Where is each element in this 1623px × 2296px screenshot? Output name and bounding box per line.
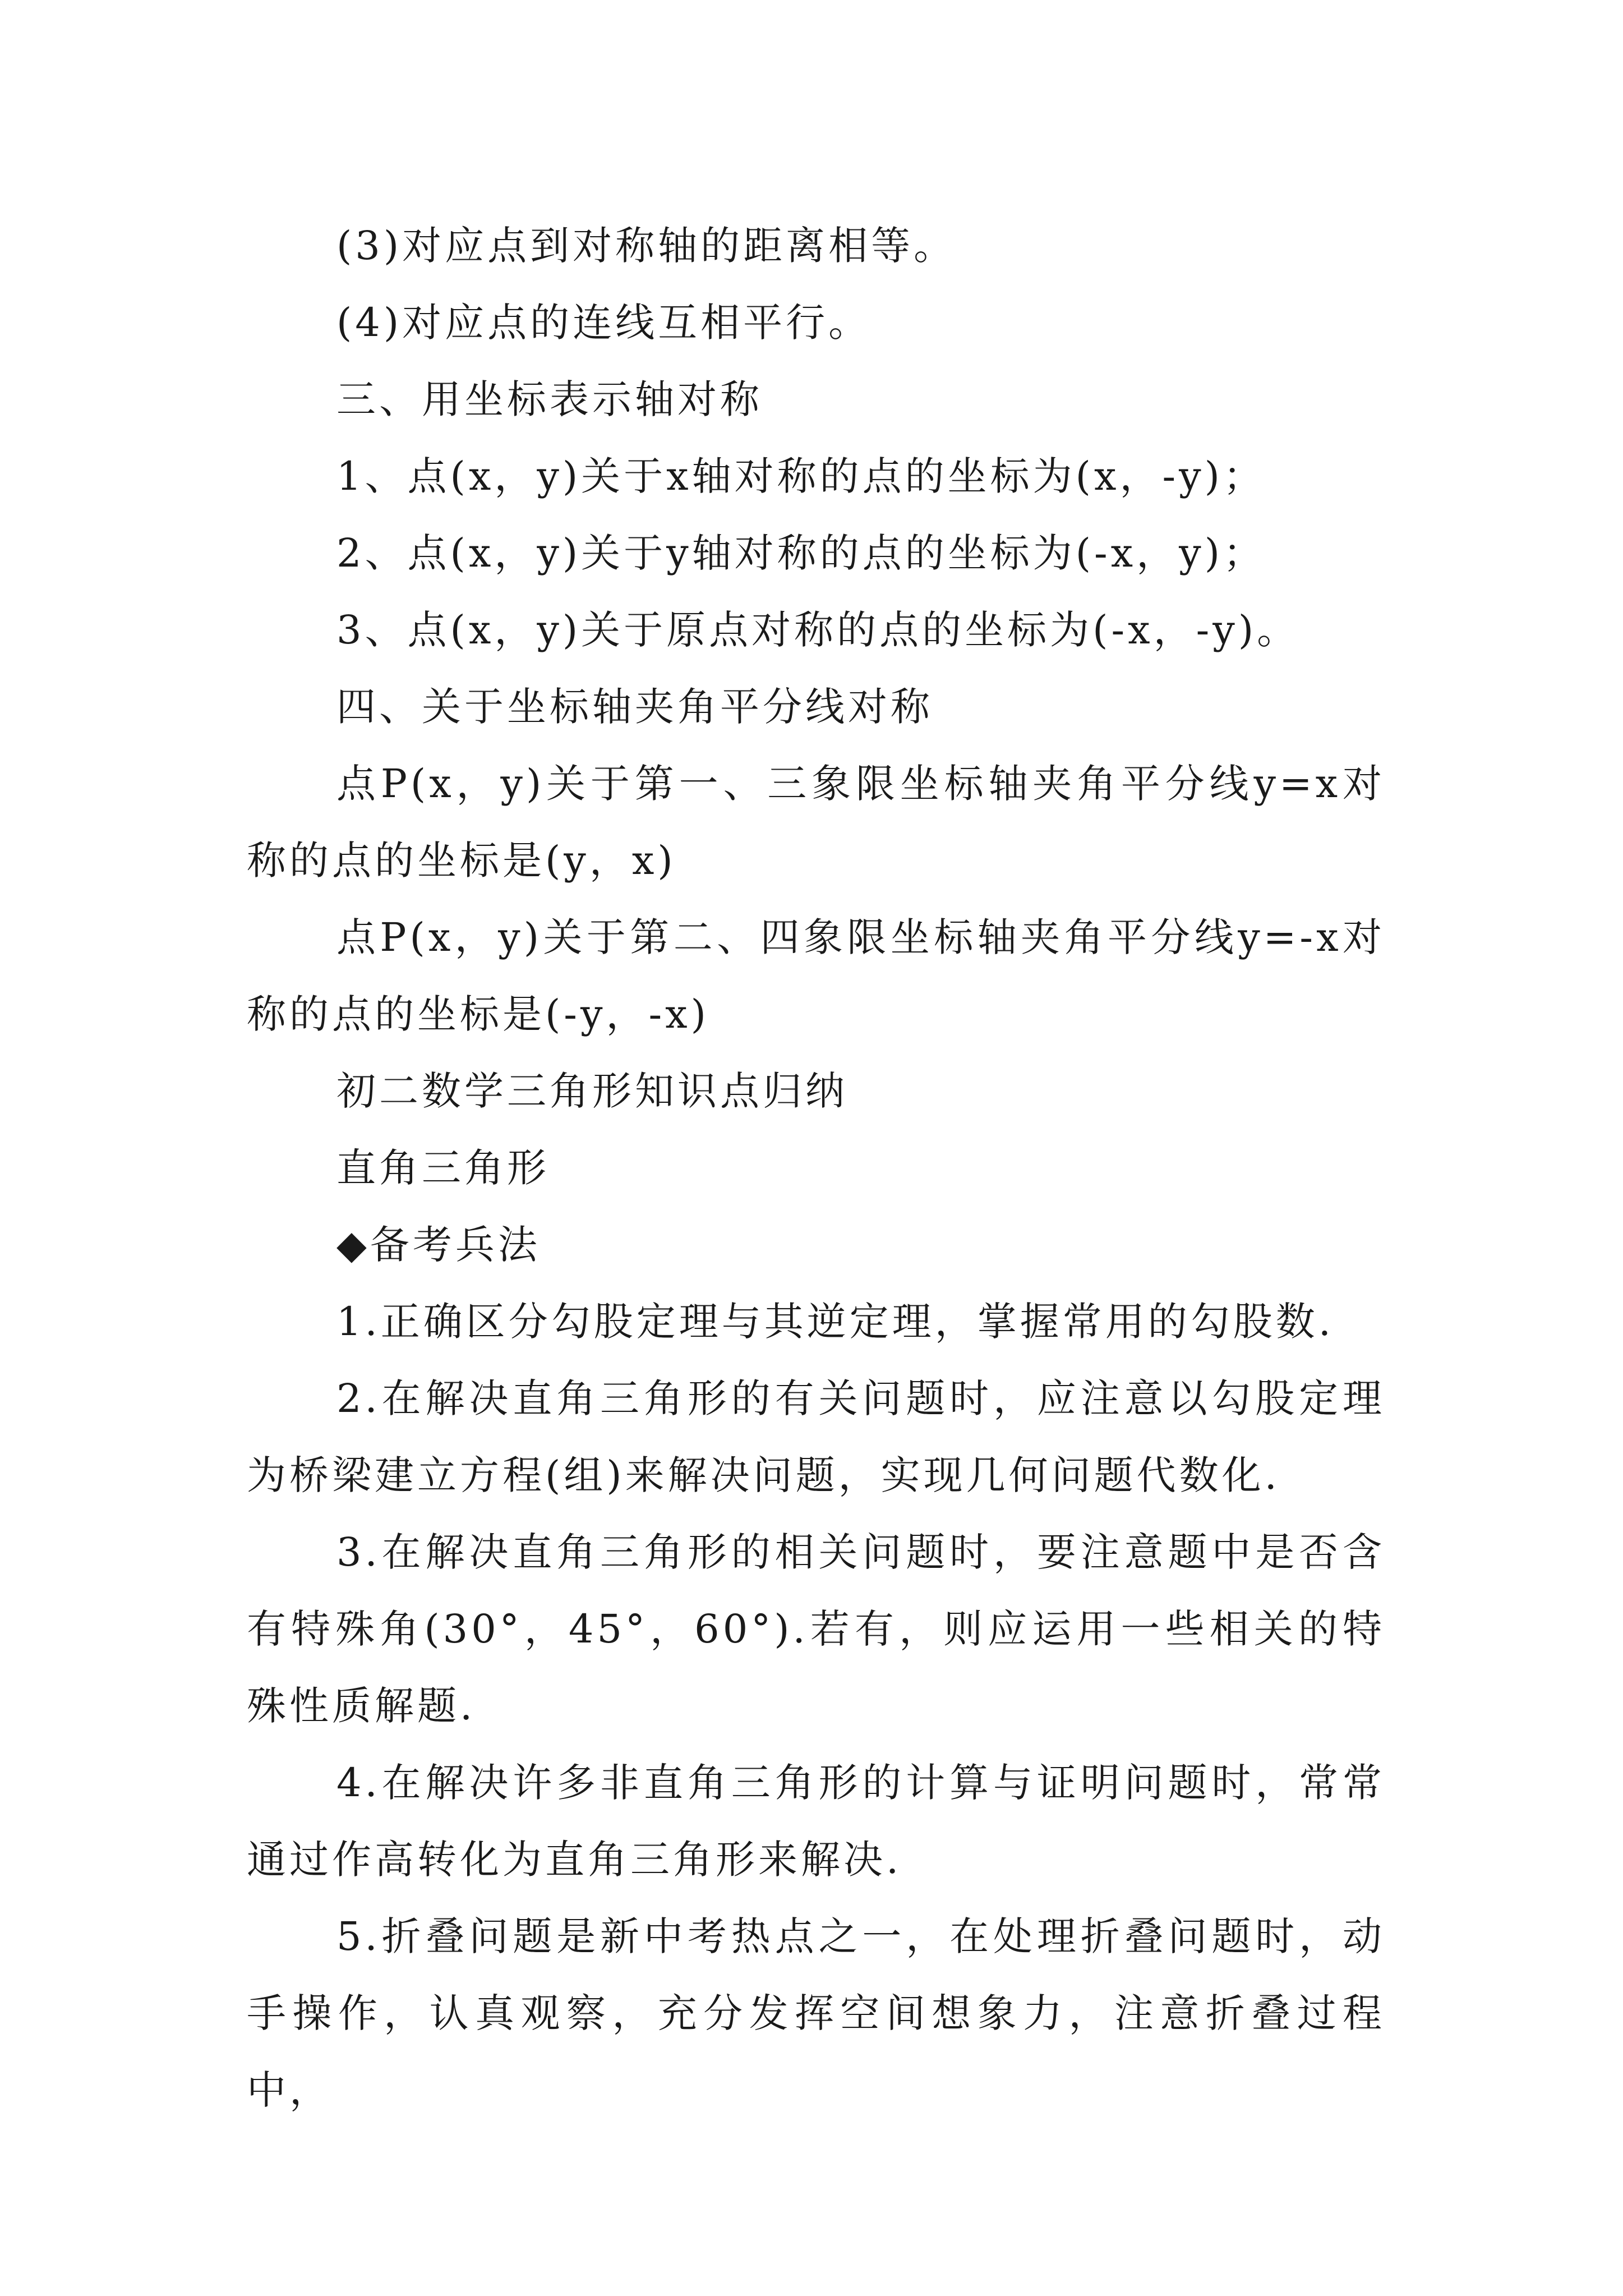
- section-heading-bisector-symmetry: 四、关于坐标轴夹角平分线对称: [336, 684, 933, 730]
- paragraph-tip-2: 2.在解决直角三角形的有关问题时，应注意以勾股定理为桥梁建立方程(组)来解决问题，实现几何问题代数化.: [247, 1375, 1385, 1498]
- paragraph-bisector-y-equals-minus-x: 点P(x，y)关于第二、四象限坐标轴夹角平分线y=-x对称的点的坐标是(-y，-x): [247, 914, 1385, 1037]
- paragraph-tip-1: 1.正确区分勾股定理与其逆定理，掌握常用的勾股数.: [336, 1299, 1335, 1345]
- paragraph-property-3: (3)对应点到对称轴的距离相等。: [336, 223, 957, 269]
- paragraph-x-axis-symmetry: 1、点(x，y)关于x轴对称的点的坐标为(x，-y)；: [336, 453, 1266, 499]
- paragraph-tip-5: 5.折叠问题是新中考热点之一，在处理折叠问题时，动手操作，认真观察，充分发挥空间想象力，注意折叠过程中，: [247, 1913, 1385, 2113]
- paragraph-property-4: (4)对应点的连线互相平行。: [336, 300, 872, 346]
- heading-exam-tips: ◆备考兵法: [336, 1222, 541, 1268]
- section-heading-coordinate-symmetry: 三、用坐标表示轴对称: [336, 376, 763, 422]
- heading-triangle-summary: 初二数学三角形知识点归纳: [336, 1068, 848, 1114]
- heading-right-triangle: 直角三角形: [336, 1145, 550, 1191]
- paragraph-bisector-y-equals-x: 点P(x，y)关于第一、三象限坐标轴夹角平分线y=x对称的点的坐标是(y，x): [247, 761, 1385, 884]
- paragraph-origin-symmetry: 3、点(x，y)关于原点对称的点的坐标为(-x，-y)。: [336, 607, 1300, 653]
- document-body: [247, 208, 1385, 2129]
- paragraph-y-axis-symmetry: 2、点(x，y)关于y轴对称的点的坐标为(-x，y)；: [336, 530, 1266, 576]
- paragraph-tip-4: 4.在解决许多非直角三角形的计算与证明问题时，常常通过作高转化为直角三角形来解决.: [247, 1760, 1385, 1883]
- paragraph-tip-3: 3.在解决直角三角形的相关问题时，要注意题中是否含有特殊角(30°，45°，60°).若有，则应运用一些相关的特殊性质解题.: [247, 1529, 1385, 1729]
